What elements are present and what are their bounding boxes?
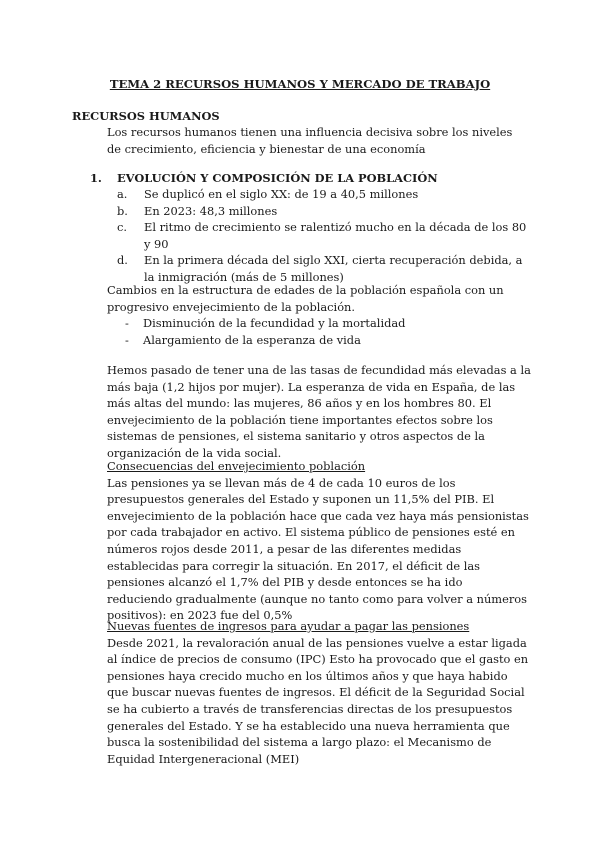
document-title: TEMA 2 RECURSOS HUMANOS Y MERCADO DE TRABAJO — [109, 77, 491, 91]
ageing-section — [107, 282, 535, 348]
list-item — [107, 332, 535, 349]
list-marker: a. — [117, 187, 128, 201]
point-1-heading — [90, 170, 530, 187]
ageing-list — [107, 315, 535, 348]
list-item — [117, 219, 529, 252]
list-item-text: En 2023: 48,3 millones — [144, 203, 278, 218]
fertility-paragraph: Hemos pasado de tener una de las tasas de fecundidad más elevadas a la más baja (1,2 hijos por mujer). La esperanza de vida en España, de las más altas del mundo: las mujeres, 86 años y en los hombres 80. El envejecimiento de la población tiene importantes efectos sobre los sistemas de pensiones, el sistema sanitario y otros aspectos de la organización de la vida social. — [107, 363, 531, 460]
list-item-text: En la primera década del siglo XXI, cierta recuperación debida, a la inmigración (más de 5 millones) — [144, 253, 523, 284]
list-item — [107, 315, 535, 332]
consequences-section — [107, 458, 531, 624]
ageing-paragraph: Cambios en la estructura de edades de la población española con un progresivo envejecimiento de la población. — [107, 283, 504, 314]
point-1-number: 1. — [90, 171, 102, 185]
list-marker: b. — [117, 203, 128, 218]
dash-marker: - — [125, 332, 129, 347]
new-sources-section — [107, 618, 531, 767]
list-marker: d. — [117, 253, 128, 268]
list-item-text: Disminución de la fecundidad y la mortalidad — [143, 316, 406, 331]
list-item-text: Alargamiento de la esperanza de vida — [143, 332, 361, 347]
list-item — [117, 203, 529, 220]
consequences-heading: Consecuencias del envejecimiento población — [107, 459, 366, 473]
list-marker: c. — [117, 220, 128, 235]
new-sources-heading: Nuevas fuentes de ingresos para ayudar a pagar las pensiones — [107, 619, 470, 633]
new-sources-paragraph: Desde 2021, la revaloración anual de las pensiones vuelve a estar ligada al índice de precios de consumo (IPC) Esto ha provocado que el gasto en pensiones haya crecido mucho en los últimos años y que haya habido que buscar nuevas fuentes de ingresos. El déficit de la Seguridad Social se ha cubierto a través de transferencias directas de los presupuestos generales del Estado. Y se ha establecido una nueva herramienta que busca la sostenibilidad del sistema a largo plazo: el Mecanismo de Equidad Intergeneracional (MEI) — [107, 635, 529, 766]
list-item-text: Se duplicó en el siglo XX: de 19 a 40,5 millones — [144, 187, 419, 201]
point-1-section — [90, 170, 530, 187]
point-1-heading-text: EVOLUCIÓN Y COMPOSICIÓN DE LA POBLACIÓN — [117, 171, 438, 185]
list-item — [117, 252, 529, 285]
dash-marker: - — [125, 316, 129, 331]
intro-paragraph: Los recursos humanos tienen una influencia decisiva sobre los niveles de crecimiento, eficiencia y bienestar de una economía — [107, 125, 513, 156]
consequences-paragraph: Las pensiones ya se llevan más de 4 de cada 10 euros de los presupuestos generales del Estado y suponen un 11,5% del PIB. El envejecimiento de la población hace que cada vez haya más pensionistas por cada trabajador en activo. El sistema público de pensiones esté en números rojos desde 2011, a pesar de las diferentes medidas establecidas para corregir la situación. En 2017, el déficit de las pensiones alcanzó el 1,7% del PIB y desde entonces se ha ido reduciendo gradualmente (aunque no tanto como para volver a números positivos): en 2023 fue del 0,5% — [107, 475, 529, 623]
list-item-text: El ritmo de crecimiento se ralentizó mucho en la década de los 80 y 90 — [144, 220, 527, 251]
point-1-list — [117, 186, 529, 286]
section-heading: RECURSOS HUMANOS — [72, 109, 220, 123]
list-item — [117, 186, 529, 203]
